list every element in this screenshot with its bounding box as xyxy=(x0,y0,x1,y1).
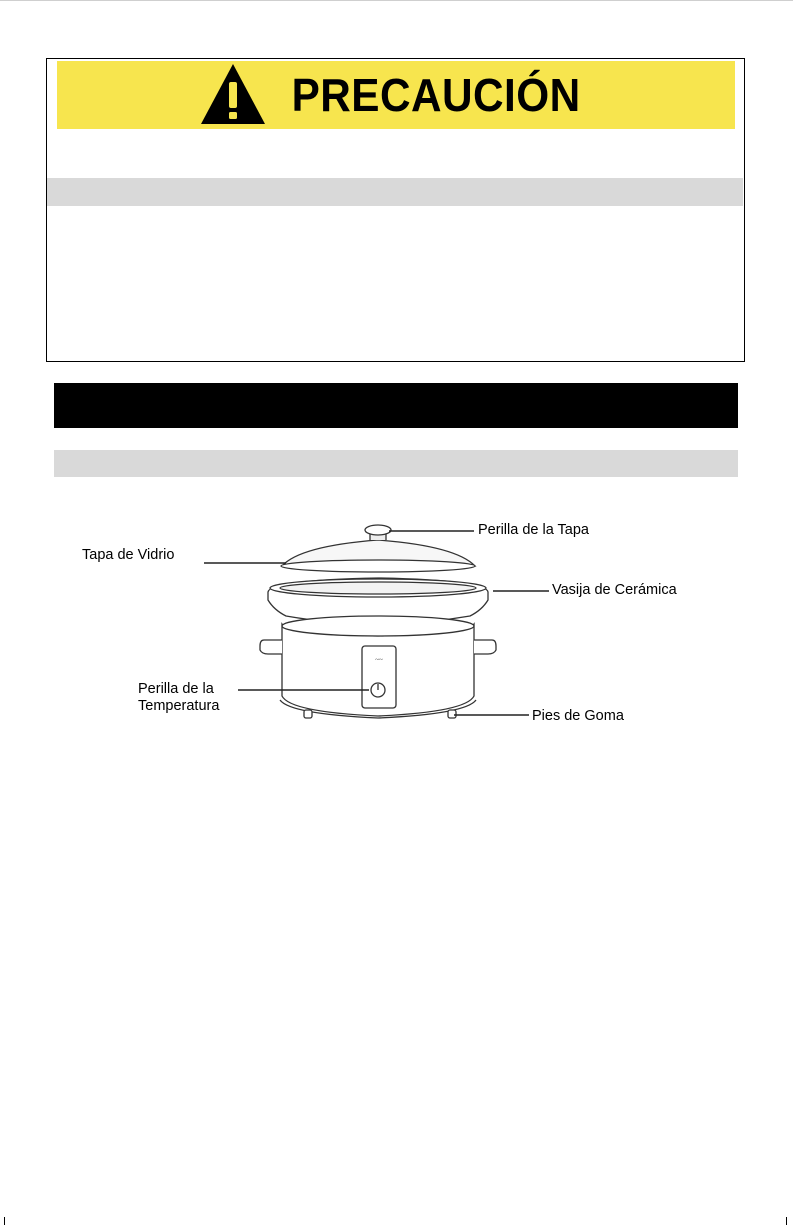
warning-subheading-band xyxy=(47,178,743,206)
ceramic-pot-label: Vasija de Cerámica xyxy=(552,582,677,598)
slow-cooker-illustration xyxy=(0,500,793,750)
section-subheading-band xyxy=(54,450,738,477)
warning-triangle-icon xyxy=(199,62,267,126)
crop-mark-left xyxy=(4,1217,5,1225)
caution-banner xyxy=(57,61,735,129)
temperature-knob-label-line2: Temperatura xyxy=(138,698,220,714)
caution-box xyxy=(46,58,745,362)
temperature-knob-label-line1: Perilla de la xyxy=(138,681,214,697)
crop-mark-right xyxy=(786,1217,787,1225)
section-heading-bar xyxy=(54,383,738,428)
rubber-feet-label: Pies de Goma xyxy=(532,708,624,724)
svg-text:~~: ~~ xyxy=(375,656,383,664)
lid-knob-label: Perilla de la Tapa xyxy=(478,522,589,538)
caution-title: PRECAUCIÓN xyxy=(291,69,581,121)
page-top-rule xyxy=(0,0,793,1)
slow-cooker-diagram xyxy=(0,500,793,750)
glass-lid-label: Tapa de Vidrio xyxy=(82,547,175,563)
